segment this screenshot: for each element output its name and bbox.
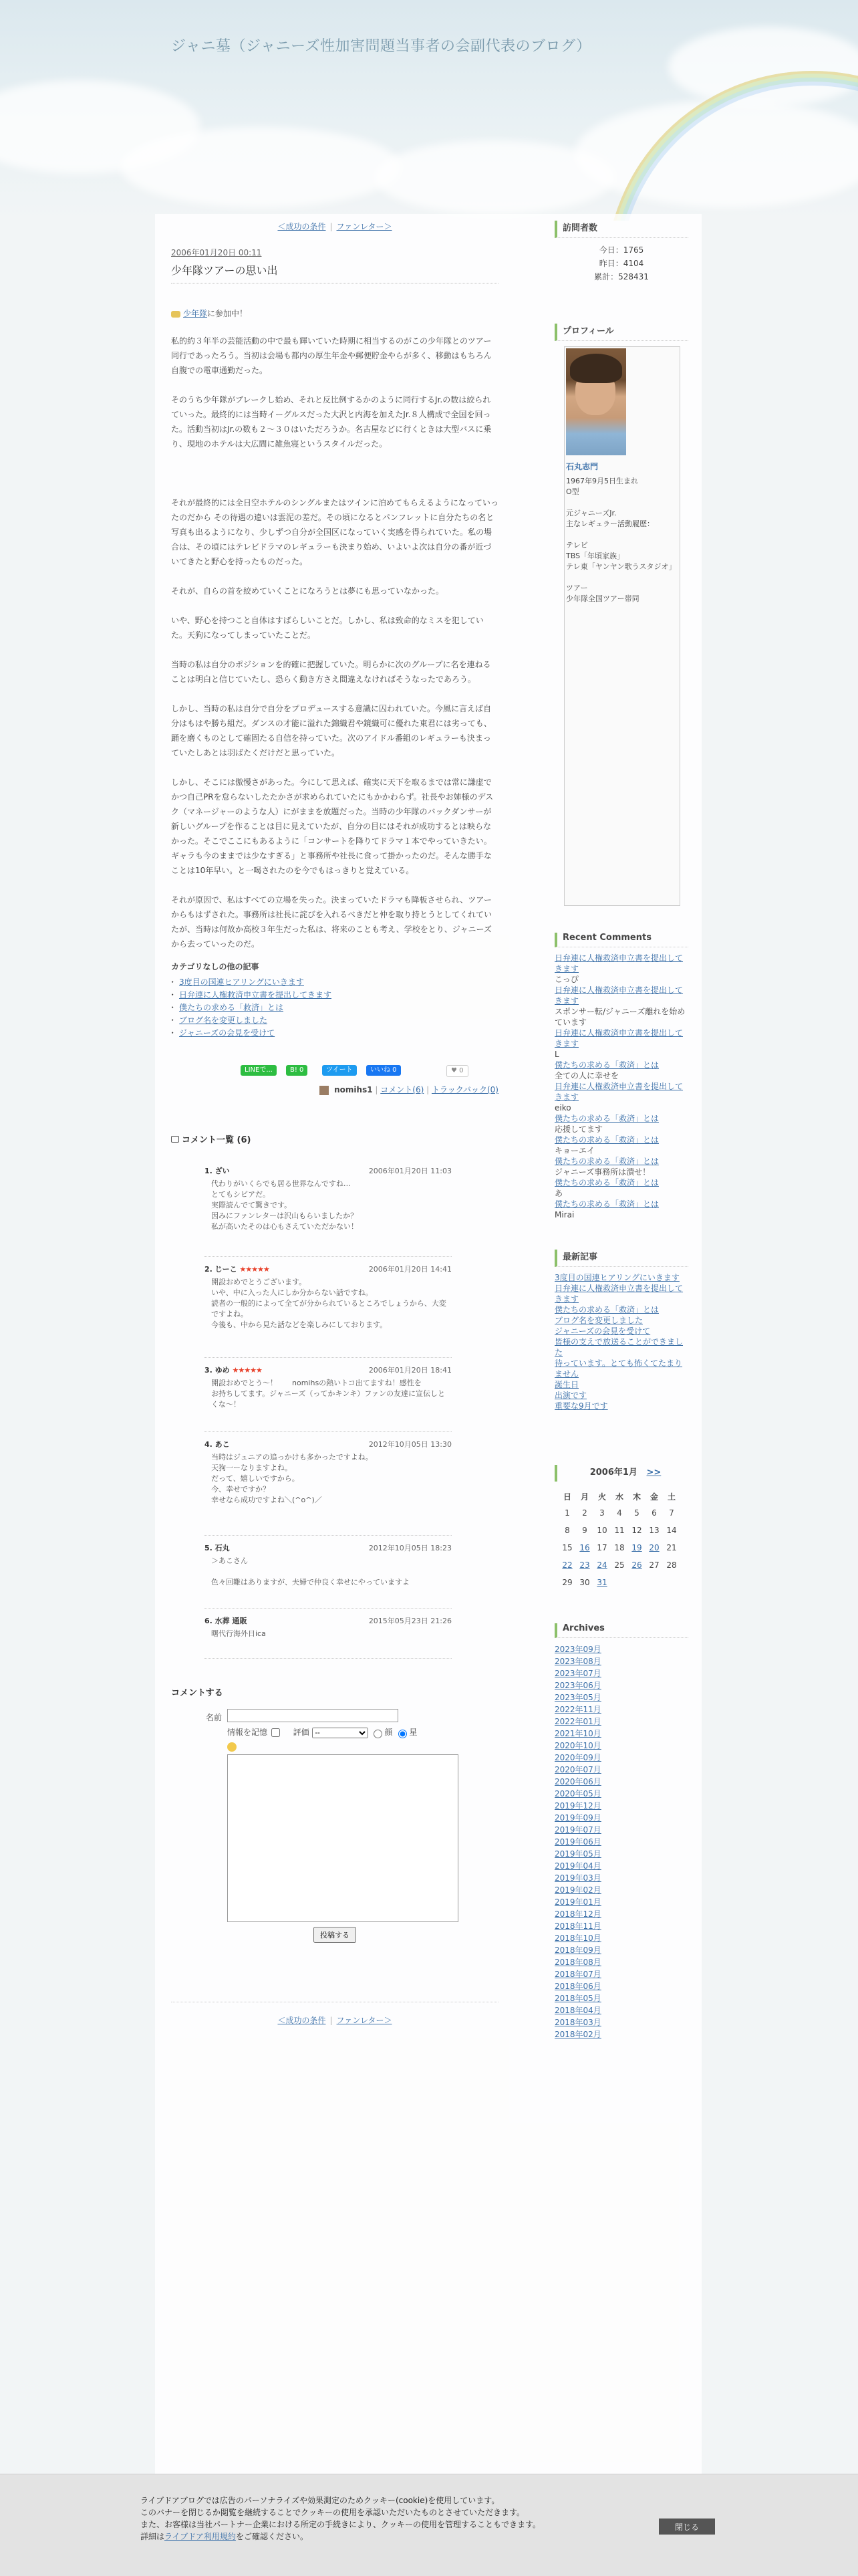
calendar-day: 27: [649, 1560, 660, 1570]
archive-link[interactable]: 2023年07月: [555, 1669, 601, 1678]
pager-top: ＜成功の条件 | ファンレター＞: [277, 222, 392, 231]
calendar-day-header: 月: [580, 1492, 589, 1502]
related-link[interactable]: ブログ名を変更しました: [179, 1016, 268, 1025]
comment-date: 2015年05月23日 21:26: [368, 1617, 452, 1625]
profile-line: 少年隊全国ツアー帯同: [566, 594, 639, 603]
next-post-link[interactable]: ファンレター＞: [336, 2016, 392, 2025]
archive-link[interactable]: 2020年10月: [555, 1741, 601, 1750]
comment-author: 6. 水葬 通販: [204, 1617, 247, 1625]
comment-author: 3. ゆめ ★★★★★: [204, 1366, 262, 1375]
archive-link[interactable]: 2019年02月: [555, 1885, 601, 1895]
pager-bottom: ＜成功の条件 | ファンレター＞: [171, 2002, 498, 2026]
recent-comment-link[interactable]: 日弁連に人権救済申立書を提出してきます: [555, 1028, 684, 1048]
entry-date[interactable]: 2006年01月20日 00:11: [171, 248, 262, 257]
comment-textarea[interactable]: [227, 1754, 458, 1922]
recent-comment-link[interactable]: 日弁連に人権救済申立書を提出してきます: [555, 953, 684, 973]
recent-post-link[interactable]: 誕生日: [555, 1380, 579, 1389]
entry-paragraph: しかし、当時の私は自分で自分をプロデュースする意識に囚われていた。今風に言えば自分はもはや勝ち組だ。ダンスの才能に溢れた錦織君や鏡織可に優れた東君には劣っても、踊を磨くものとして確固たる自信を持っていた。次のアイドル番組のレギュラーも決まっていたしあとは羽ばたくだけだと思っていた。: [171, 704, 492, 757]
archive-link[interactable]: 2018年05月: [555, 1994, 601, 2003]
remember-label: 情報を記憶: [227, 1728, 268, 1737]
calendar-next-link[interactable]: >>: [646, 1468, 662, 1478]
archive-link[interactable]: 2023年08月: [555, 1657, 601, 1666]
profile-line: テレビ: [566, 541, 588, 550]
calendar-day-link[interactable]: 19: [631, 1543, 642, 1552]
archive-link[interactable]: 2018年12月: [555, 1909, 601, 1919]
recent-comments-heading: Recent Comments: [555, 933, 688, 947]
calendar-day-header: 火: [597, 1492, 606, 1502]
rating-select[interactable]: [312, 1728, 368, 1738]
rating-label: 評価: [293, 1728, 309, 1737]
recent-comment-link[interactable]: 僕たちの求める「救済」とは: [555, 1157, 660, 1166]
recent-comment-author: スポンサー転/ジャニーズ離れを始めています: [555, 1007, 686, 1027]
archive-link[interactable]: 2019年07月: [555, 1825, 601, 1835]
comment-author: 1. ざい: [204, 1167, 230, 1175]
recent-comment-link[interactable]: 僕たちの求める「救済」とは: [555, 1178, 660, 1187]
archive-link[interactable]: 2019年12月: [555, 1801, 601, 1810]
recent-comment-link[interactable]: 僕たちの求める「救済」とは: [555, 1135, 660, 1145]
visitors-today: 今日：1765: [599, 245, 644, 255]
recent-posts-heading: 最新記事: [555, 1250, 688, 1267]
archive-link[interactable]: 2022年11月: [555, 1705, 601, 1714]
recent-post-link[interactable]: 出演です: [555, 1391, 587, 1400]
rating-stars: ★★★★★: [239, 1265, 269, 1274]
form-options-row: [227, 1726, 417, 1738]
cookie-detail-prefix: 詳細は: [140, 2532, 165, 2541]
name-label: 名前: [206, 1713, 223, 1722]
main-column: [171, 221, 498, 2026]
profile-photo: [566, 348, 626, 455]
comment-date: 2006年01月20日 14:41: [368, 1265, 452, 1274]
comments-heading: [171, 1133, 498, 1145]
tag-line: [171, 308, 498, 319]
tag-link[interactable]: 少年隊: [183, 309, 208, 318]
profile-line: ツアー: [566, 584, 588, 592]
recent-comment-author: 応援してます: [555, 1125, 603, 1134]
cookie-detail: [140, 2531, 541, 2543]
name-input[interactable]: [227, 1709, 398, 1722]
comment-bubble-icon: [171, 1136, 179, 1143]
related-item: [179, 976, 498, 989]
comment-date: 2012年10月05日 18:23: [368, 1544, 452, 1552]
profile-box: [564, 346, 680, 906]
related-title: カテゴリなしの他の記事: [171, 962, 259, 971]
archive-link[interactable]: 2023年09月: [555, 1645, 601, 1654]
archive-link[interactable]: 2020年07月: [555, 1765, 601, 1774]
star-radio[interactable]: [398, 1730, 407, 1738]
sidebar: [555, 221, 688, 2040]
comment-text: 代わりがいくらでも居る世界なんですね… とてもシビアだ。 実際読んでて驚きです。 因みにファンレターは沢山もらいましたか？ 私が高いたそのは心もさえていただかない！: [211, 1179, 358, 1231]
entry-body: [171, 334, 498, 951]
calendar-day: 21: [666, 1543, 677, 1552]
author-name: nomihs1: [334, 1085, 373, 1094]
tag-icon: [171, 311, 180, 318]
profile-line: TBS「年頃家族」: [566, 552, 625, 560]
share-bar: [171, 1065, 498, 1077]
comment-text: ＞あこさん 色々回難はありますが、夫婦で仲良く幸せにやっていますよ: [211, 1556, 410, 1587]
comment-text: 開設おめでとうございます。 いや、中に入った人にしか分からない話ですね。 読者の一般的によって全てが分かられているところでしょうから、大変ですよね。 今後も、中から見た話などを楽しみにしております。: [211, 1278, 446, 1329]
comment-date: 2012年10月05日 13:30: [368, 1440, 452, 1449]
calendar-heading: [555, 1465, 688, 1482]
entry-paragraph: いや、野心を持つこと自体はすばらしいことだ。しかし、私は致命的なミスを犯していた。天狗になってしまっていたことだ。: [171, 616, 484, 640]
related-item: [179, 1027, 498, 1040]
archive-link[interactable]: 2023年06月: [555, 1681, 601, 1690]
archive-link[interactable]: 2023年05月: [555, 1693, 601, 1702]
calendar-day: 7: [669, 1508, 674, 1518]
recent-comment-author: 全ての人に幸せを: [555, 1071, 619, 1080]
recent-comments-list: [555, 953, 688, 1220]
calendar-day: 18: [614, 1543, 625, 1552]
calendar-table: [559, 1488, 680, 1591]
calendar-day: 17: [597, 1543, 607, 1552]
entry-title: 少年隊ツアーの思い出: [171, 262, 498, 283]
facebook-like-button[interactable]: いいね 0: [366, 1065, 401, 1076]
calendar-day: 14: [666, 1526, 677, 1535]
related-item: [179, 1002, 498, 1014]
comment-date: 2006年01月20日 11:03: [368, 1167, 452, 1175]
comment-author: 2. じーこ ★★★★★: [204, 1265, 269, 1274]
recent-comment-author: L: [555, 1050, 559, 1059]
like-count-button[interactable]: ♥ 0: [446, 1065, 468, 1077]
calendar-day-link[interactable]: 20: [649, 1543, 660, 1552]
entry-paragraph: 当時の私は自分のポジションを的確に把握していた。明らかに次のグループに名を連ねることは明白と信じていたし、恐らく動き方さえ間違えなければそうなったであろう。: [171, 660, 491, 684]
archive-link[interactable]: 2020年09月: [555, 1753, 601, 1762]
archives-heading: Archives: [555, 1623, 688, 1638]
calendar-day: 3: [599, 1508, 605, 1518]
related-link[interactable]: 3度目の国連ヒアリングにいきます: [179, 977, 304, 987]
profile-line: O型: [566, 487, 579, 496]
recent-comment-link[interactable]: 僕たちの求める「救済」とは: [555, 1199, 660, 1209]
comment-item: [204, 1536, 452, 1609]
archive-link[interactable]: 2020年05月: [555, 1789, 601, 1798]
related-link[interactable]: ジャニーズの会見を受けて: [179, 1028, 275, 1038]
comments-heading-text: コメント一覧 (6): [182, 1135, 251, 1145]
star-label: 星: [409, 1728, 418, 1737]
calendar-day-link[interactable]: 31: [597, 1578, 607, 1587]
related-list: [171, 976, 498, 1040]
archive-link[interactable]: 2018年06月: [555, 1982, 601, 1991]
archive-link[interactable]: 2018年09月: [555, 1946, 601, 1955]
calendar-day: 8: [565, 1526, 570, 1535]
archive-link[interactable]: 2018年04月: [555, 2006, 601, 2015]
calendar-day: 4: [617, 1508, 622, 1518]
visitors-total: 累計：528431: [594, 272, 649, 281]
comment-item: [204, 1257, 452, 1358]
line-share-button[interactable]: LINEで...: [241, 1065, 277, 1076]
recent-comment-author: eiko: [555, 1103, 571, 1113]
recent-post-link[interactable]: ブログ名を変更しました: [555, 1316, 644, 1325]
calendar-day-link[interactable]: 16: [579, 1543, 590, 1552]
archives-list: [555, 1643, 688, 2040]
recent-comment-link[interactable]: 僕たちの求める「救済」とは: [555, 1114, 660, 1123]
visitors-yesterday: 昨日：4104: [599, 259, 644, 268]
comment-form: [171, 1708, 498, 1928]
related-item: [179, 1014, 498, 1027]
archive-link[interactable]: 2019年03月: [555, 1873, 601, 1883]
recent-comment-author: ジャニーズ事務所は潰せ！: [555, 1167, 651, 1177]
related-item: [179, 989, 498, 1002]
recent-comment-author: こっぴ: [555, 975, 579, 984]
tweet-button[interactable]: ツイート: [322, 1065, 357, 1076]
cookie-close-button[interactable]: 閉じる: [659, 2519, 715, 2535]
profile-line: 1967年9月5日生まれ: [566, 477, 638, 485]
profile-line: テレ東「ヤンヤン歌うスタジオ」: [566, 562, 676, 571]
profile-heading: プロフィール: [555, 324, 688, 341]
calendar-day-link[interactable]: 23: [579, 1560, 590, 1570]
calendar-day: 13: [649, 1526, 660, 1535]
entry-paragraph: そのうち少年隊がブレークし始め、それと反比例するかのように同行するJr.の数は絞られていった。最終的には当時イーグルスだった大沢と内海を加えたJr.８人構成で全国を回った。活動当初はJr.の数も２〜３０はいただろうか。名古屋などに行くときは大型バスに乗り、現地のホテルは大広間に雑魚寝というスタイルだった。: [171, 395, 492, 449]
comment-text: 曙代行海外日ica: [211, 1629, 266, 1638]
calendar-day: 1: [565, 1508, 570, 1518]
visitor-counter: [555, 243, 688, 283]
comment-text: 当時はジュニアの追っかけも多かったですよね。 天狗一ーなりますよね。 だって、嬉しいですから。 今、幸せですか？ 幸せなら成功ですよね＼(^o^)／: [211, 1453, 373, 1504]
recent-post-link[interactable]: 待っています。とても怖くてたまりません: [555, 1359, 683, 1379]
archive-link[interactable]: 2018年07月: [555, 1970, 601, 1979]
cookie-line: ライブドアブログでは広告のパーソナライズや効果測定のためクッキー(cookie)を使用しています。: [140, 2496, 500, 2505]
terms-link[interactable]: ライブドア利用規約: [164, 2532, 236, 2541]
archive-link[interactable]: 2019年09月: [555, 1813, 601, 1823]
entry-paragraph: それが原因で、私はすべての立場を失った。決まっていたドラマも降板させられ、ツアーからもはずされた。事務所は社長に詫びを入れるべきだと仲を取り持とうとしてくれていたが、当時は何故か高校３年生だった私は、将来のことも考え、学校をとり、ジャニーズから去っていったのだ。: [171, 895, 492, 949]
next-post-link[interactable]: ファンレター＞: [336, 222, 392, 231]
calendar-day: 12: [631, 1526, 642, 1535]
archive-link[interactable]: 2018年11月: [555, 1921, 601, 1931]
recent-comment-author: Mirai: [555, 1210, 575, 1219]
calendar-day-link[interactable]: 24: [597, 1560, 607, 1570]
entry-paragraph: しかし、そこには傲慢さがあった。今にして思えば、確実に天下を取るまでは常に謙虚でかつ自己PRを怠らないしたたかさが求められていたにもかかわらず。社長やお姉様のデスク（マネージャーのような人）にがままを放題だった。当時の少年隊のバックダンサーが新しいグループを作ることは目に見えていたが、自分の目にはそれが成功するとは映らなかった。そこでここにもあるように「コンサートを降りてドラマ１本でやっていきたい。ギャラも今のままでは少なすぎる」と事務所や社長に食って掛かったのだ。そんな勝手なことは10年早い。と一喝されたのを今でもはっきりと覚えている。: [171, 778, 494, 875]
comment-item: [204, 1609, 452, 1659]
archive-link[interactable]: 2022年01月: [555, 1717, 601, 1726]
profile-name[interactable]: 石丸志門: [566, 462, 599, 471]
prev-post-link[interactable]: ＜成功の条件: [277, 222, 326, 231]
calendar-day: 10: [597, 1526, 607, 1535]
archive-link[interactable]: 2021年10月: [555, 1729, 601, 1738]
rating-stars: ★★★★★: [232, 1366, 262, 1375]
comment-author: 5. 石丸: [204, 1544, 230, 1552]
comment-form-heading: コメントする: [171, 1688, 223, 1698]
comment-text: 開設おめでとう〜！ nomihsの熱いトコ出てますね！感性を お持ちしてます。ジャニーズ（ってかキンキ）ファンの友達に宣伝しとくな〜！: [211, 1379, 446, 1409]
archive-link[interactable]: 2018年08月: [555, 1958, 601, 1967]
recent-comment-link[interactable]: 僕たちの求める「救済」とは: [555, 1060, 660, 1070]
profile-line: 元ジャニーズJr.: [566, 509, 617, 517]
calendar-day: 28: [666, 1560, 677, 1570]
hatena-button[interactable]: B! 0: [286, 1065, 307, 1076]
archive-link[interactable]: 2019年01月: [555, 1897, 601, 1907]
calendar-day: 11: [614, 1526, 625, 1535]
comment-date: 2006年01月20日 18:41: [368, 1366, 452, 1375]
recent-comment-author: キョーエイ: [555, 1146, 595, 1155]
calendar-day: 25: [614, 1560, 625, 1570]
calendar-day-link[interactable]: 22: [562, 1560, 573, 1570]
comment-count-link[interactable]: コメント(6): [380, 1085, 424, 1094]
recent-post-link[interactable]: ジャニーズの会見を受けて: [555, 1326, 651, 1336]
recent-post-link[interactable]: 僕たちの求める「救済」とは: [555, 1305, 660, 1314]
archive-link[interactable]: 2019年04月: [555, 1861, 601, 1871]
recent-post-link[interactable]: 日弁連に人権救済申立書を提出してきます: [555, 1284, 684, 1304]
related-link[interactable]: 日弁連に人権救済申立書を提出してきます: [179, 990, 332, 1000]
comment-list: [171, 1159, 498, 1659]
emoji-icon[interactable]: [227, 1742, 237, 1752]
archive-link[interactable]: 2019年06月: [555, 1837, 601, 1847]
calendar-day-header: 金: [650, 1492, 658, 1502]
profile-line: 主なレギュラー活動履歴：: [566, 519, 654, 528]
calendar-day: 2: [582, 1508, 587, 1518]
related-link[interactable]: 僕たちの求める「救済」とは: [179, 1003, 284, 1012]
submit-comment-button[interactable]: 投稿する: [313, 1927, 356, 1943]
entry-paragraph: 私的約３年半の芸能活動の中で最も輝いていた時期に相当するのがこの少年隊とのツアー同行であったろう。当初は会場も都内の厚生年金や郵便貯金やらが多く、移動はもちろん自腹での電車通勤だった。: [171, 336, 492, 375]
archive-link[interactable]: 2018年02月: [555, 2030, 601, 2039]
archive-link[interactable]: 2019年05月: [555, 1849, 601, 1859]
recent-post-link[interactable]: 重要な9月です: [555, 1401, 608, 1411]
face-label: 顔: [384, 1728, 393, 1737]
comment-item: [204, 1358, 452, 1432]
comment-item: [204, 1159, 452, 1257]
calendar-day-link[interactable]: 26: [631, 1560, 642, 1570]
comment-author: 4. あこ: [204, 1440, 230, 1449]
cookie-detail-suffix: をご確認ください。: [235, 2532, 308, 2541]
recent-posts-list: [555, 1272, 688, 1411]
recent-comment-link[interactable]: 日弁連に人権救済申立書を提出してきます: [555, 985, 684, 1006]
cookie-line: このバナーを閉じるか閲覧を継続することでクッキーの使用を承認いただいたものとさせていただきます。: [140, 2508, 525, 2517]
comment-item: [204, 1432, 452, 1536]
profile-details: [566, 476, 678, 604]
archive-link[interactable]: 2018年10月: [555, 1934, 601, 1943]
calendar-day-header: 土: [667, 1492, 676, 1502]
visitors-heading: 訪問者数: [555, 221, 688, 238]
calendar-day: 9: [582, 1526, 587, 1535]
author-avatar-icon: [319, 1086, 329, 1095]
trackback-link[interactable]: トラックバック(0): [431, 1085, 498, 1094]
entry-paragraph: それが最終的には全日空ホテルのシングルまたはツインに泊めてもらえるようになっていったのだから その待遇の違いは雲泥の差だ。その頃になるとパンフレットに自分たちの名と写真も出るようになり、少しずつ自分が全国区になっていく実感を得られていた。私の場合は、その頃にはテレビドラマのレギュラーも決まり始め、いよいよ次は自分の番が近づいてきたと野心を持ったものだった。: [171, 498, 498, 566]
recent-post-link[interactable]: 3度目の国連ヒアリングにいきます: [555, 1273, 680, 1282]
archive-link[interactable]: 2020年06月: [555, 1777, 601, 1786]
recent-comment-author: あ: [555, 1189, 563, 1198]
header-banner: [0, 0, 858, 221]
calendar-day-header: 日: [563, 1492, 571, 1502]
cookie-text: [140, 2494, 541, 2543]
recent-post-link[interactable]: 皆様の支えで放送ることができました: [555, 1337, 684, 1357]
calendar-month: 2006年1月: [589, 1468, 637, 1478]
face-radio[interactable]: [374, 1730, 382, 1738]
author-line: nomihs1 | コメント(6) | トラックバック(0): [171, 1084, 498, 1095]
calendar-day: 5: [634, 1508, 639, 1518]
calendar-day: 6: [652, 1508, 657, 1518]
entry-paragraph: それが、自らの首を絞めていくことになろうとは夢にも思っていなかった。: [171, 586, 444, 596]
calendar-day: 15: [562, 1543, 573, 1552]
archive-link[interactable]: 2018年03月: [555, 2018, 601, 2027]
recent-comment-link[interactable]: 日弁連に人権救済申立書を提出してきます: [555, 1082, 684, 1102]
remember-checkbox[interactable]: [271, 1728, 280, 1737]
cookie-banner: [0, 2474, 858, 2576]
calendar-day: 30: [579, 1578, 590, 1587]
cookie-line: また、お客様は当社パートナー企業における所定の手続きにより、クッキーの使用を管理することもできます。: [140, 2520, 541, 2529]
calendar-day: 29: [562, 1578, 573, 1587]
calendar-day-header: 水: [615, 1492, 623, 1502]
blog-title[interactable]: ジャニ墓（ジャニーズ性加害問題当事者の会副代表のブログ）: [171, 38, 591, 55]
prev-post-link[interactable]: ＜成功の条件: [277, 2016, 326, 2025]
tag-suffix: に参加中！: [207, 309, 248, 318]
calendar-day-header: 木: [632, 1492, 641, 1502]
